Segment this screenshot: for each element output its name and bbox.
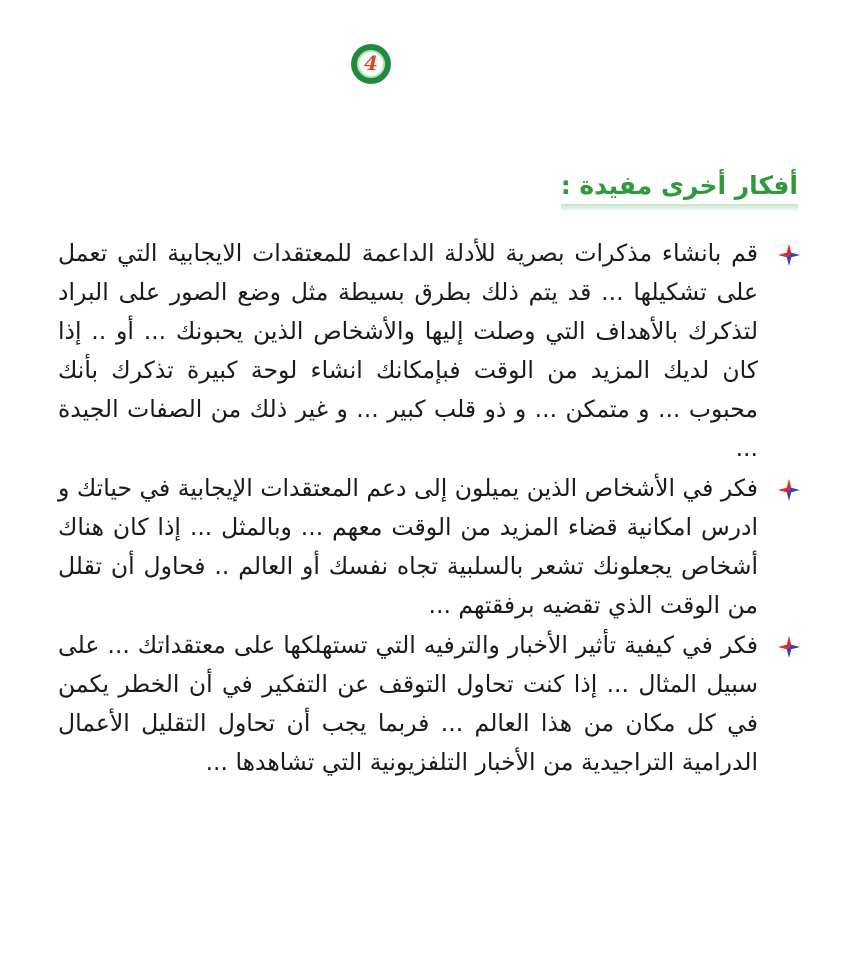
list-item xyxy=(58,626,758,782)
list-item xyxy=(58,234,758,468)
list-item-text: فكر في الأشخاص الذين يميلون إلى دعم المعتقدات الإيجابية في حياتك و ادرس امكانية قضاء المزيد من الوقت معهم ... وبالمثل ... إذا كان هناك أشخاص يجعلونك تشعر بالسلبية تجاه نفسك أو العالم .. فحاول أن تقلل من الوقت الذي تقضيه برفقتهم ... xyxy=(58,474,758,619)
page-number-badge xyxy=(351,44,391,84)
section-heading: أفكار أخرى مفيدة : xyxy=(560,171,798,200)
page-number: 4 xyxy=(357,50,385,78)
tips-list xyxy=(58,234,758,783)
list-item-text: قم بانشاء مذكرات بصرية للأدلة الداعمة للمعتقدات الايجابية التي تعمل على تشكيلها ... قد يتم ذلك بطرق بسيطة مثل وضع الصور على البراد لتذكرك بالأهداف التي وصلت إليها والأشخاص الذين يحبونك ... أو .. إذا كان لديك المزيد من الوقت فبإمكانك انشاء لوحة كبيرة تذكرك بأنك محبوب ... و متمكن ... و ذو قلب كبير ... و غير ذلك من الصفات الجيدة ... xyxy=(58,239,758,462)
list-item-text: فكر في كيفية تأثير الأخبار والترفيه التي تستهلكها على معتقداتك ... على سبيل المثال ... إذا كنت تحاول التوقف عن التفكير في أن الخطر يكمن في كل مكان من هذا العالم ... فربما يجب أن تحاول التقليل الأعمال الدرامية التراجيدية من الأخبار التلفزيونية التي تشاهدها ... xyxy=(58,631,758,776)
star-bullet-icon xyxy=(778,636,800,658)
heading-reflection xyxy=(561,204,798,212)
star-bullet-icon xyxy=(778,244,800,266)
star-bullet-icon xyxy=(778,479,800,501)
list-item xyxy=(58,469,758,625)
section-heading-wrap xyxy=(561,168,798,208)
